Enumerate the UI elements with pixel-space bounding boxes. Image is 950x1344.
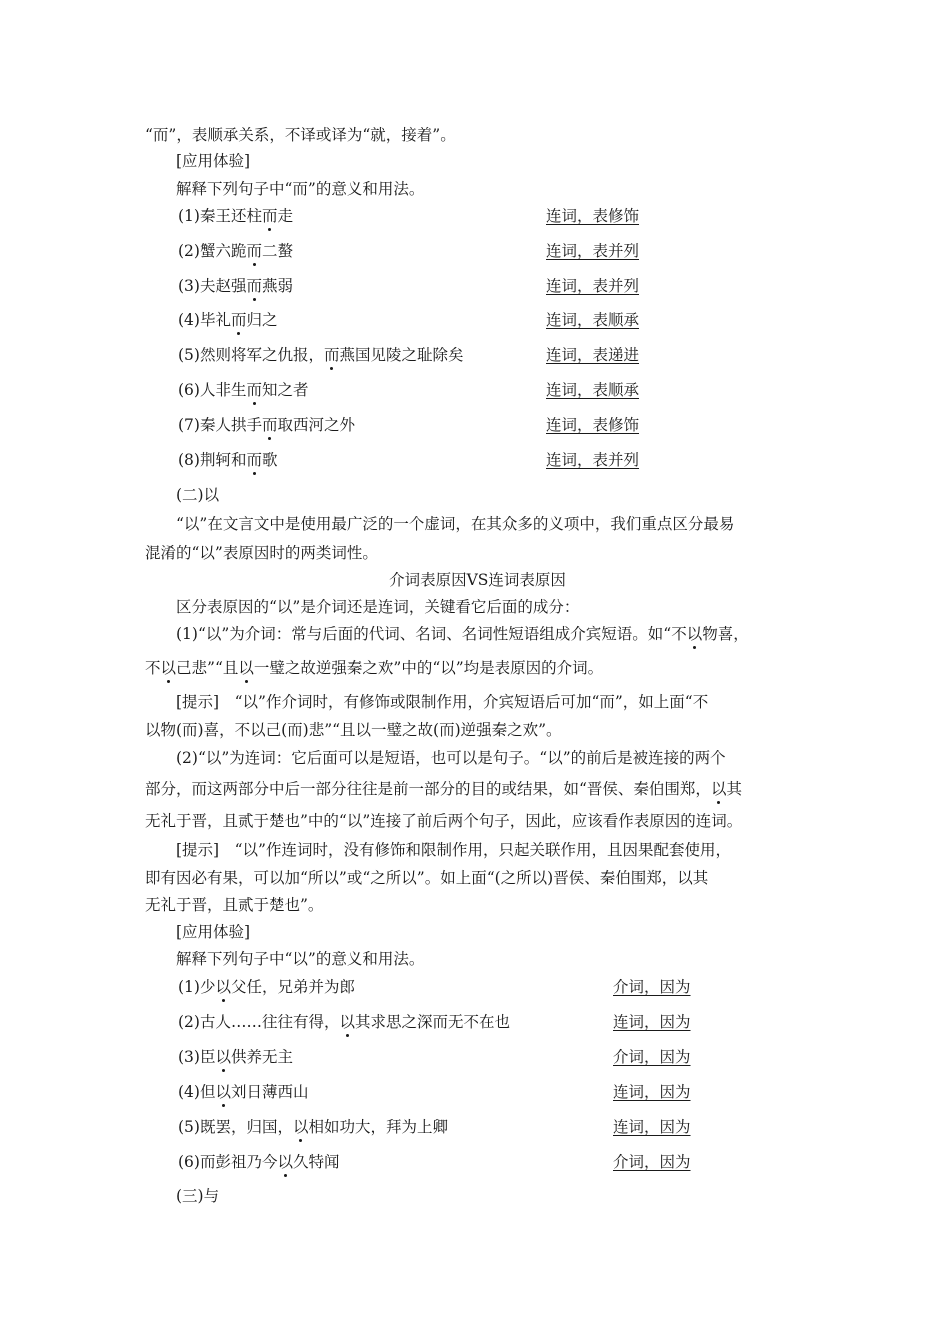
yi-tip2-line1: [提示] “以”作连词时，没有修饰和限制作用，只起关联作用，且因果配套使用，: [176, 841, 731, 859]
yi-answer-3: 介词，因为: [613, 1048, 691, 1066]
emphasis-char: 以: [215, 975, 231, 999]
er-answer-7: 连词，表修饰: [546, 416, 640, 434]
er-answer-1: 连词，表修饰: [546, 207, 640, 225]
yi-point2-line2: 部分，而这两部分中后一部分往往是前一部分的目的或结果，如“晋侯、秦伯围郑，以其: [145, 777, 810, 801]
emphasis-char: 以: [277, 1150, 293, 1174]
er-item-5: (5)然则将军之仇报，而燕国见陵之耻除矣: [178, 343, 464, 367]
yi-tip1-line1: [提示] “以”作介词时，有修饰或限制作用，介宾短语后可加“而”，如上面“不: [176, 693, 709, 711]
er-item-4: (4)毕礼而归之: [178, 308, 278, 332]
emphasis-char: 以: [339, 1010, 355, 1034]
er-item-7: (7)秦人拱手而取西河之外: [178, 413, 355, 437]
yi-answer-2: 连词，因为: [613, 1013, 691, 1031]
yi-item-2: (2)古人……往往有得，以其求思之深而无不在也: [178, 1010, 510, 1034]
yi-point2-line1: (2)“以”为连词：它后面可以是短语，也可以是句子。“以”的前后是被连接的两个: [176, 749, 726, 767]
emphasis-char: 以: [161, 656, 177, 680]
emphasis-char: 以: [238, 656, 254, 680]
yi-center-heading: 介词表原因VS连词表原因: [389, 571, 566, 589]
er-item-2: (2)蟹六跪而二螯: [178, 239, 293, 263]
emphasis-char: 以: [711, 777, 727, 801]
emphasis-char: 以: [215, 1080, 231, 1104]
yi-para2: 区分表原因的“以”是介词还是连词，关键看它后面的成分：: [176, 598, 580, 616]
yi-item-1: (1)少以父任，兄弟并为郎: [178, 975, 355, 999]
yi-tip2-line3: 无礼于晋，且贰于楚也”。: [145, 896, 324, 914]
yi-instruction: 解释下列句子中“以”的意义和用法。: [176, 950, 425, 968]
yi-point2-line3: 无礼于晋，且贰于楚也”中的“以”连接了前后两个句子，因此，应该看作表原因的连词。: [145, 812, 743, 830]
emphasis-char: 而: [231, 308, 247, 332]
yi-item-4: (4)但以刘日薄西山: [178, 1080, 309, 1104]
emphasis-char: 以: [215, 1045, 231, 1069]
yi-para1-line1: “以”在文言文中是使用最广泛的一个虚词，在其众多的义项中，我们重点区分最易: [176, 515, 735, 533]
er-answer-2: 连词，表并列: [546, 242, 640, 260]
yi-answer-6: 介词，因为: [613, 1153, 691, 1171]
yi-section-title: (二)以: [176, 486, 220, 504]
er-answer-8: 连词，表并列: [546, 451, 640, 469]
emphasis-char: 而: [246, 448, 262, 472]
yi-item-6: (6)而彭祖乃今以久特闻: [178, 1150, 340, 1174]
emphasis-char: 而: [246, 378, 262, 402]
emphasis-char: 以: [687, 622, 703, 646]
emphasis-char: 而: [324, 343, 340, 367]
emphasis-char: 而: [246, 274, 262, 298]
yi-answer-4: 连词，因为: [613, 1083, 691, 1101]
yi-tip2-line2: 即有因必有果，可以加“所以”或“之所以”。如上面“(之所以)晋侯、秦伯围郑，以其: [145, 869, 709, 887]
yi-tip1-line2: 以物(而)喜，不以己(而)悲”“且以一璧之故(而)逆强秦之欢”。: [145, 721, 562, 739]
yi-answer-5: 连词，因为: [613, 1118, 691, 1136]
er-item-8: (8)荆轲和而歌: [178, 448, 278, 472]
emphasis-char: 以: [293, 1115, 309, 1139]
er-answer-4: 连词，表顺承: [546, 311, 640, 329]
emphasis-char: 而: [262, 204, 278, 228]
emphasis-char: 而: [262, 413, 278, 437]
er-answer-5: 连词，表递进: [546, 346, 640, 364]
yi-item-5: (5)既罢，归国，以相如功大，拜为上卿: [178, 1115, 448, 1139]
er-answer-3: 连词，表并列: [546, 277, 640, 295]
er-answer-6: 连词，表顺承: [546, 381, 640, 399]
yi-item-3: (3)臣以供养无主: [178, 1045, 293, 1069]
er-practice-heading: [应用体验]: [176, 152, 251, 170]
er-instruction: 解释下列句子中“而”的意义和用法。: [176, 180, 425, 198]
yi-answer-1: 介词，因为: [613, 978, 691, 996]
yi-practice-heading: [应用体验]: [176, 923, 251, 941]
er-item-1: (1)秦王还柱而走: [178, 204, 293, 228]
yu-section-title: (三)与: [176, 1187, 220, 1205]
intro-line: “而”，表顺承关系，不译或译为“就，接着”。: [145, 126, 456, 144]
er-item-3: (3)夫赵强而燕弱: [178, 274, 293, 298]
yi-para1-line2: 混淆的“以”表原因时的两类词性。: [145, 544, 378, 562]
yi-point1-line2: 不以己悲”“且以一璧之故逆强秦之欢”中的“以”均是表原因的介词。: [145, 656, 810, 680]
yi-point1-line1: (1)“以”为介词：常与后面的代词、名词、名词性短语组成介宾短语。如“不以物喜，: [176, 622, 841, 646]
emphasis-char: 而: [246, 239, 262, 263]
er-item-6: (6)人非生而知之者: [178, 378, 309, 402]
